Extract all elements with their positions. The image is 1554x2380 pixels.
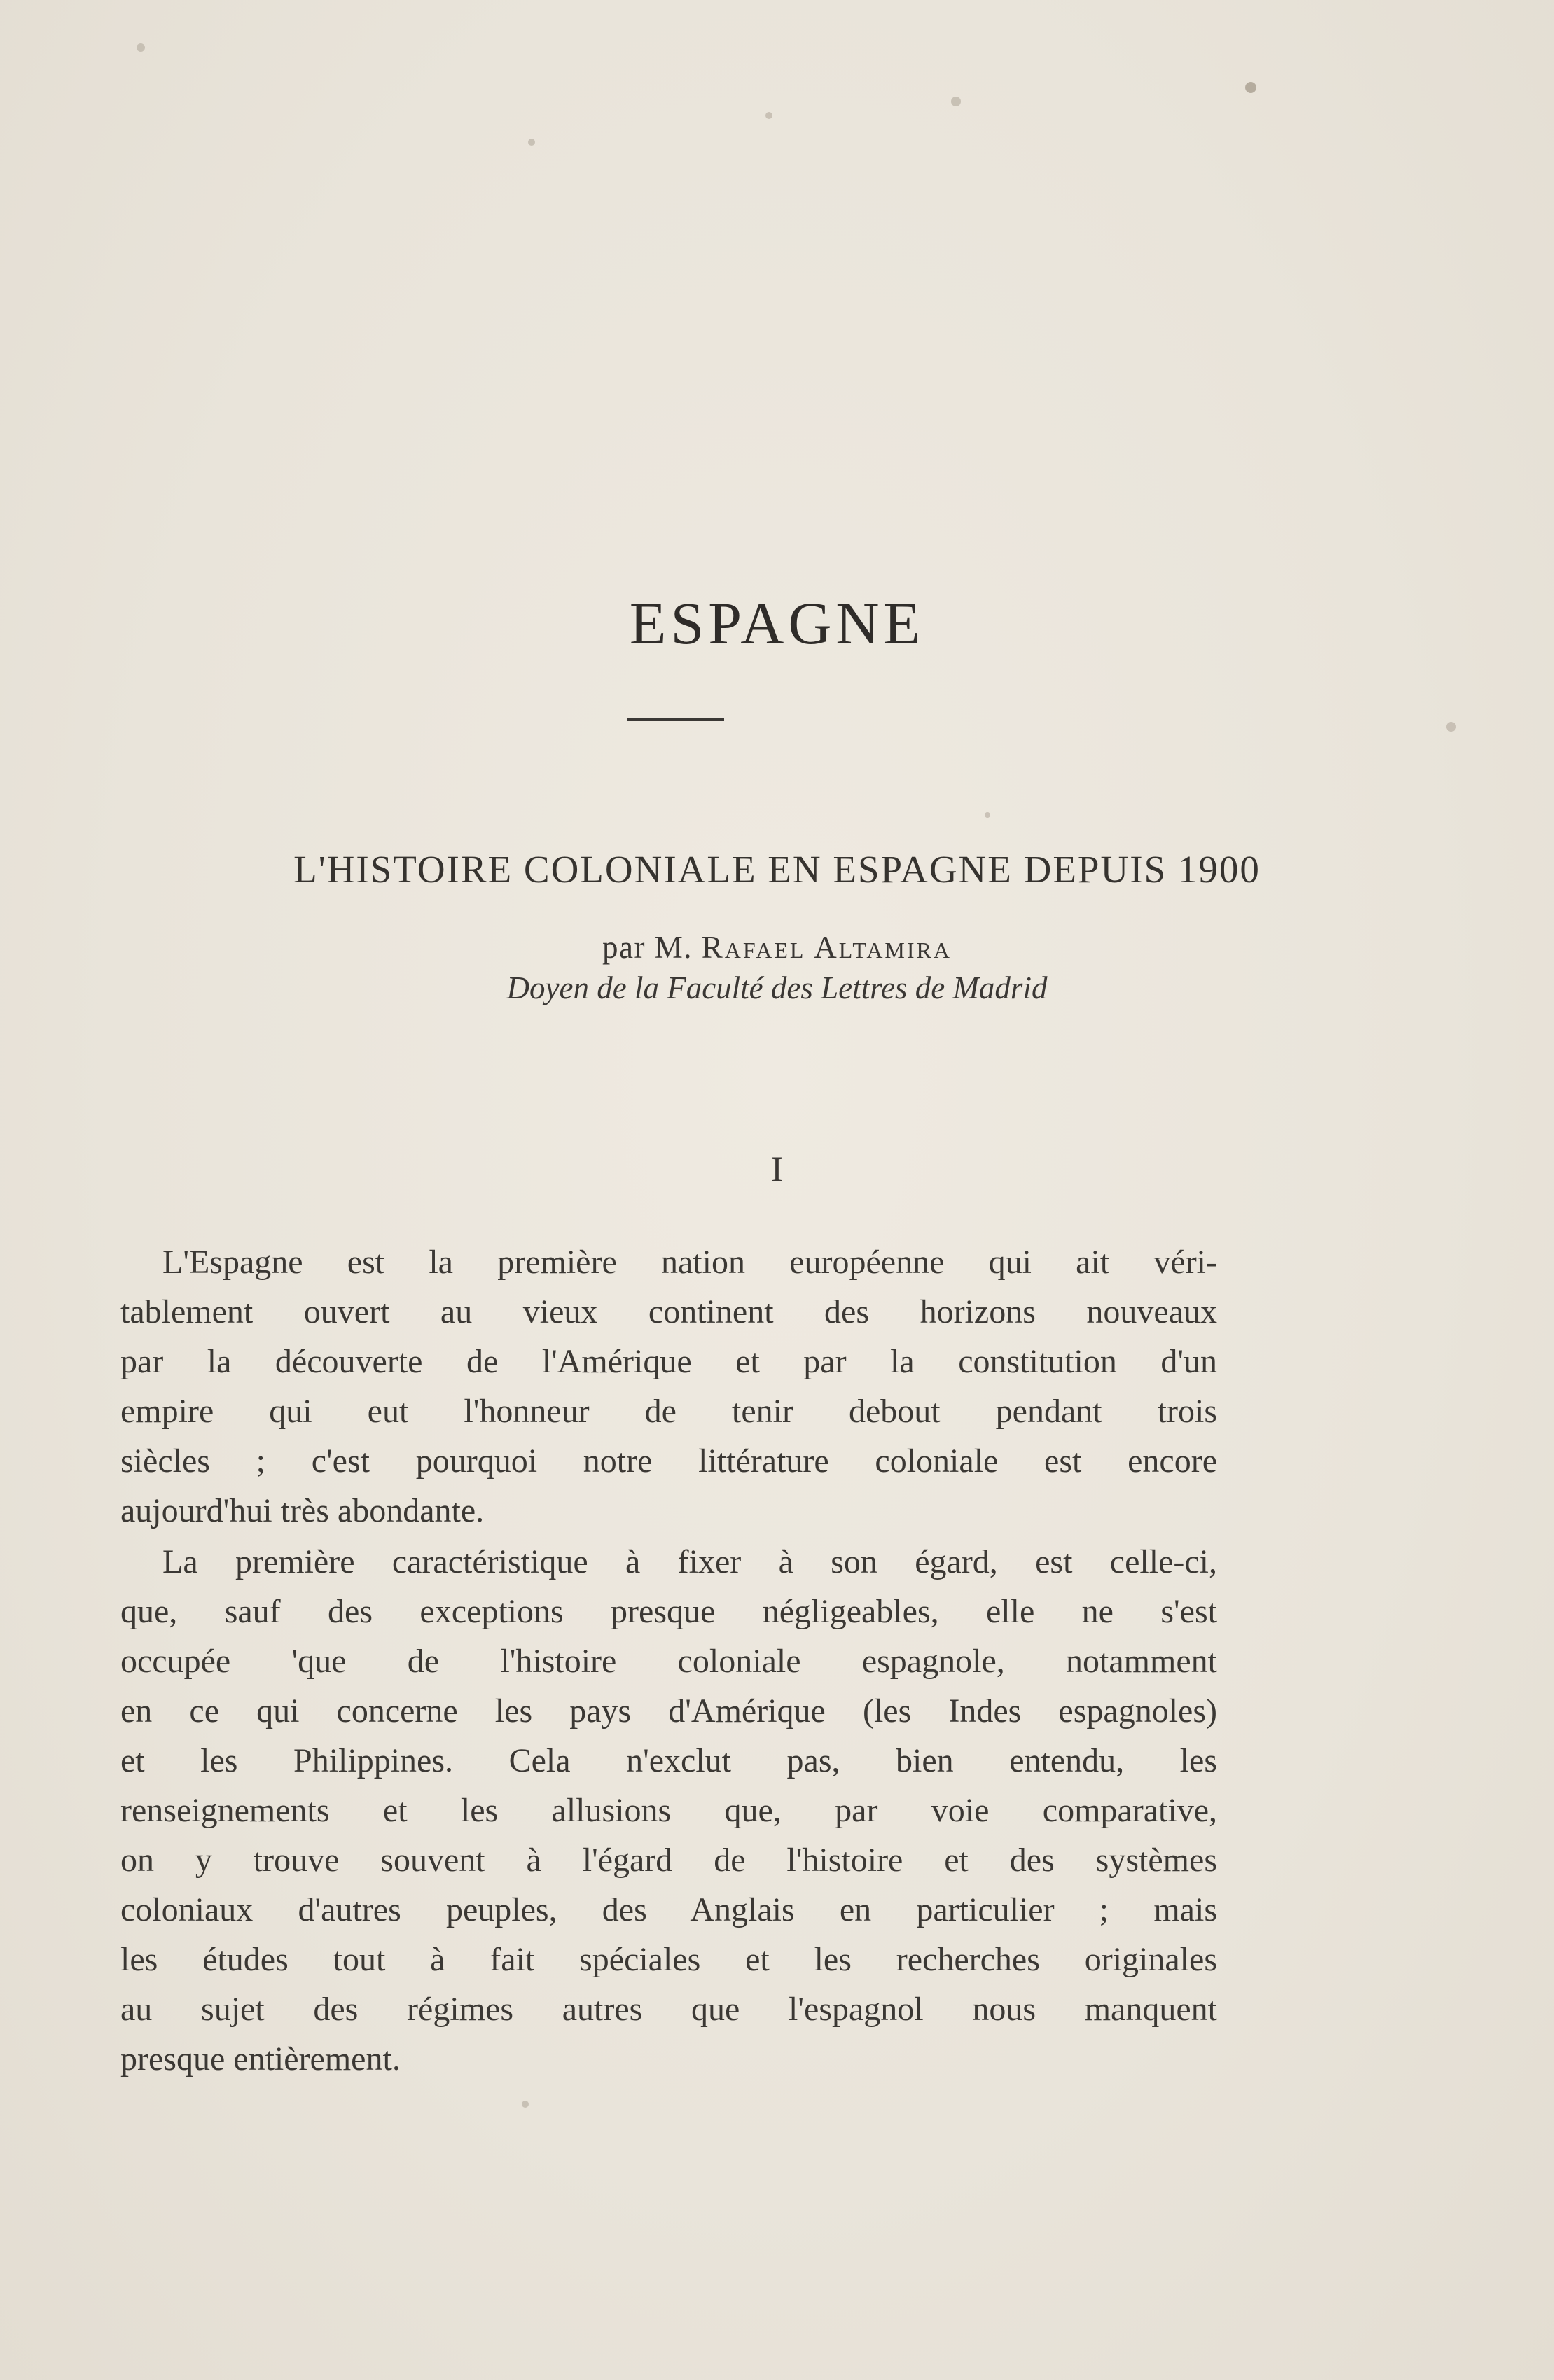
author-name: Rafael Altamira: [701, 930, 952, 965]
paragraph-line: occupée 'que de l'histoire coloniale espagnole, notamment: [120, 1643, 1217, 1680]
byline: [0, 929, 1554, 966]
paragraph-line: siècles ; c'est pourquoi notre littérature coloniale est encore: [120, 1442, 1217, 1480]
paragraph-line: et les Philippines. Cela n'exclut pas, bien entendu, les: [120, 1742, 1217, 1779]
paper-speck: [951, 97, 961, 106]
paragraph-line: aujourd'hui très abondante.: [120, 1492, 485, 1529]
section-number: I: [771, 1149, 783, 1188]
paragraph-line: renseignements et les allusions que, par voie comparative,: [120, 1792, 1217, 1829]
paragraph-line: on y trouve souvent à l'égard de l'histoire et des systèmes: [120, 1842, 1217, 1879]
paper-speck: [985, 812, 990, 818]
paragraph-line: L'Espagne est la première nation européenne qui ait véri-: [162, 1244, 1217, 1281]
paragraph-line: coloniaux d'autres peuples, des Anglais en particulier ; mais: [120, 1891, 1217, 1928]
paper-speck: [137, 43, 145, 52]
title-rule: [627, 718, 724, 721]
paragraph-line: par la découverte de l'Amérique et par la constitution d'un: [120, 1343, 1217, 1380]
paragraph-line: empire qui eut l'honneur de tenir debout pendant trois: [120, 1393, 1217, 1430]
paper-speck: [528, 139, 535, 146]
paragraph-line: que, sauf des exceptions presque négligeables, elle ne s'est: [120, 1593, 1217, 1630]
paragraph-line: au sujet des régimes autres que l'espagnol nous manquent: [120, 1991, 1217, 2028]
paper-speck: [522, 2101, 529, 2108]
paragraph-line: les études tout à fait spéciales et les recherches originales: [120, 1941, 1217, 1978]
paper-speck: [1245, 82, 1256, 93]
paragraph-line: en ce qui concerne les pays d'Amérique (les Indes espagnoles): [120, 1692, 1217, 1730]
chapter-title: ESPAGNE: [629, 590, 925, 657]
paper-speck: [1446, 722, 1456, 732]
paragraph-line: tablement ouvert au vieux continent des horizons nouveaux: [120, 1293, 1217, 1330]
paragraph-line: La première caractéristique à fixer à son égard, est celle-ci,: [162, 1543, 1217, 1580]
paragraph-line: presque entièrement.: [120, 2040, 401, 2078]
paper-speck: [765, 112, 772, 119]
article-title: L'HISTOIRE COLONIALE EN ESPAGNE DEPUIS 1900: [293, 848, 1261, 891]
author-affiliation: Doyen de la Faculté des Lettres de Madrid: [506, 970, 1048, 1005]
byline-prefix: par M.: [602, 930, 693, 965]
